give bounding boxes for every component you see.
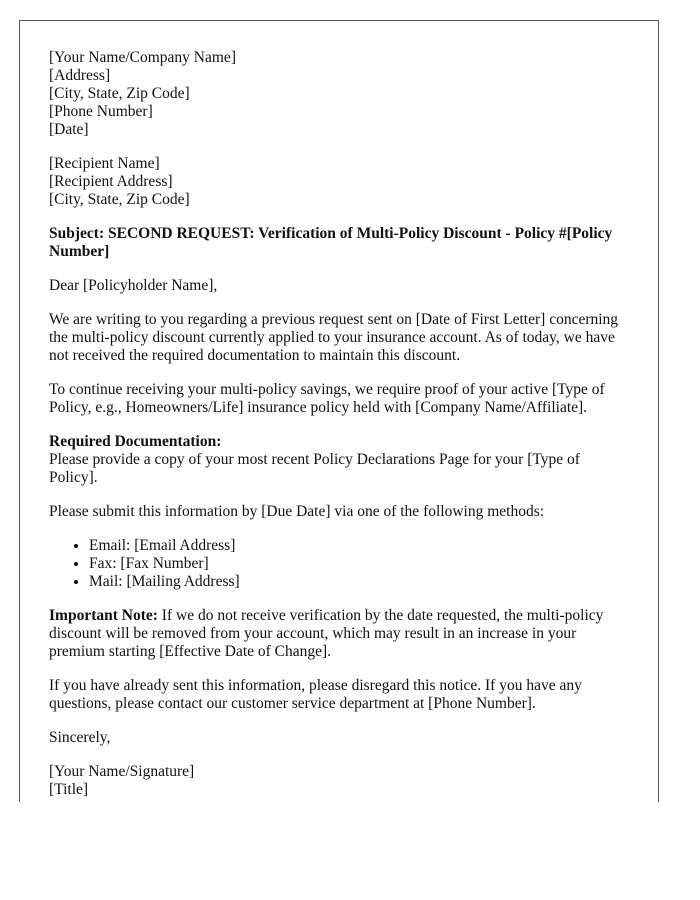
submission-methods-list [49, 537, 629, 591]
closing-salutation: Sincerely, [49, 729, 111, 746]
list-item: • Email: [Email Address] [89, 537, 629, 555]
salutation: Dear [Policyholder Name], [49, 277, 218, 294]
important-note-label: Important Note: [49, 607, 158, 624]
closing-paragraph: If you have already sent this information, please disregard this notice. If you have any questions, please contact our customer service department at [Phone Number]. [49, 677, 582, 712]
sender-city: [City, State, Zip Code] [49, 85, 190, 102]
sender-address: [Address] [49, 67, 111, 84]
sender-phone: [Phone Number] [49, 103, 153, 120]
required-documentation-heading: Required Documentation: [49, 433, 222, 450]
submit-paragraph: Please submit this information by [Due Date] via one of the following methods: [49, 503, 545, 520]
proof-paragraph: To continue receiving your multi-policy savings, we require proof of your active [Type of Policy, e.g., Homeowners/Life] insurance policy held with [Company Name/Affiliate]. [49, 381, 605, 416]
list-item: • Fax: [Fax Number] [89, 555, 629, 573]
signature-block [49, 763, 629, 799]
letter-page [19, 20, 659, 802]
recipient-name: [Recipient Name] [49, 155, 160, 172]
required-documentation-section [49, 433, 629, 487]
list-item: • Mail: [Mailing Address] [89, 573, 629, 591]
required-documentation-text: Please provide a copy of your most recent Policy Declarations Page for your [Type of Policy]. [49, 451, 580, 486]
signature-name: [Your Name/Signature] [49, 763, 195, 780]
sender-address-block [49, 49, 629, 139]
subject-line: Subject: SECOND REQUEST: Verification of Multi-Policy Discount - Policy #[Policy Number] [49, 225, 613, 260]
sender-name: [Your Name/Company Name] [49, 49, 236, 66]
letter-date: [Date] [49, 121, 89, 138]
intro-paragraph: We are writing to you regarding a previous request sent on [Date of First Letter] concerning the multi-policy discount currently applied to your insurance account. As of today, we have not received the required documentation to maintain this discount. [49, 311, 619, 364]
recipient-address-block [49, 155, 629, 209]
important-note-text: If we do not receive verification by the date requested, the multi-policy discount will be removed from your account, which may result in an increase in your premium starting [Effective Date of Change]. [49, 607, 604, 660]
signature-title: [Title] [49, 781, 89, 798]
important-note-paragraph [49, 607, 629, 661]
recipient-city: [City, State, Zip Code] [49, 191, 190, 208]
recipient-address: [Recipient Address] [49, 173, 173, 190]
